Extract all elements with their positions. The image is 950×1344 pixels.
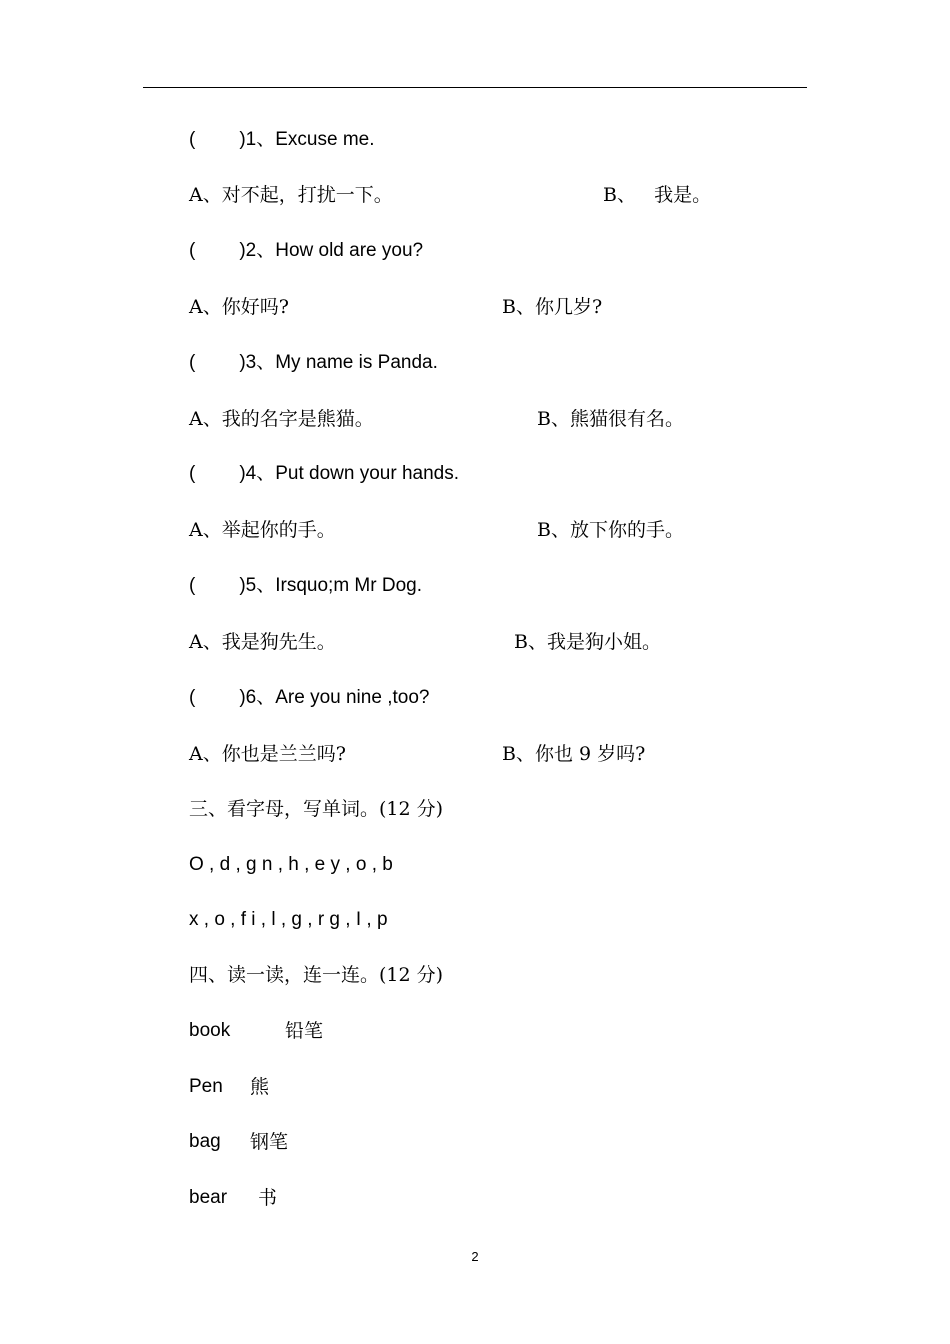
question-number: )2、 xyxy=(239,240,276,261)
match-meaning: 熊 xyxy=(250,1076,270,1098)
option-a: A、举起你的手。 xyxy=(189,519,336,541)
question-number: )4、 xyxy=(239,463,276,484)
question-text: Put down your hands. xyxy=(275,463,460,484)
question-4: ( )4、Put down your hands. xyxy=(189,463,460,484)
question-3: ( )3、My name is Panda. xyxy=(189,352,438,373)
option-a: A、我的名字是熊猫。 xyxy=(189,408,374,430)
match-meaning: 书 xyxy=(258,1187,278,1209)
question-5: ( )5、Irsquo;m Mr Dog. xyxy=(189,575,422,596)
question-1: ( )1、Excuse me. xyxy=(189,129,375,150)
question-number: )3、 xyxy=(239,352,276,373)
match-meaning: 铅笔 xyxy=(285,1020,324,1042)
question-number: )1、 xyxy=(239,129,276,150)
question-text: Excuse me. xyxy=(275,129,375,150)
option-a: A、你也是兰兰吗? xyxy=(189,743,346,765)
page-number: 2 xyxy=(471,1249,479,1264)
letters-line-1: O , d , g n , h , e y , o , b xyxy=(189,854,393,875)
match-word: bag xyxy=(189,1131,221,1152)
option-a: A、我是狗先生。 xyxy=(189,631,336,653)
match-word: Pen xyxy=(189,1076,223,1097)
letters-line-2: x , o , f i , l , g , r g , I , p xyxy=(189,909,388,930)
option-a: A、对不起，打扰一下。 xyxy=(189,184,393,206)
match-meaning: 钢笔 xyxy=(250,1131,289,1153)
match-word: bear xyxy=(189,1187,228,1208)
option-a: A、你好吗? xyxy=(189,296,289,318)
match-word: book xyxy=(189,1020,231,1041)
section-4-heading: 四、读一读，连一连。(12 分) xyxy=(189,964,444,986)
option-b: B、放下你的手。 xyxy=(537,519,684,541)
header-rule xyxy=(143,87,807,88)
question-2: ( )2、How old are you? xyxy=(189,240,424,261)
option-b: B、你几岁? xyxy=(502,296,603,318)
option-b: B、 我是。 xyxy=(603,184,712,206)
question-text: Are you nine ,too? xyxy=(275,687,430,708)
question-text: How old are you? xyxy=(275,240,424,261)
question-number: )5、 xyxy=(239,575,276,596)
option-b: B、我是狗小姐。 xyxy=(514,631,661,653)
section-3-heading: 三、看字母，写单词。(12 分) xyxy=(189,798,444,820)
question-6: ( )6、Are you nine ,too? xyxy=(189,687,430,708)
option-b: B、你也 9 岁吗? xyxy=(502,743,646,765)
question-text: My name is Panda. xyxy=(275,352,438,373)
option-b: B、熊猫很有名。 xyxy=(537,408,684,430)
question-text: Irsquo;m Mr Dog. xyxy=(275,575,422,596)
question-number: )6、 xyxy=(239,687,276,708)
